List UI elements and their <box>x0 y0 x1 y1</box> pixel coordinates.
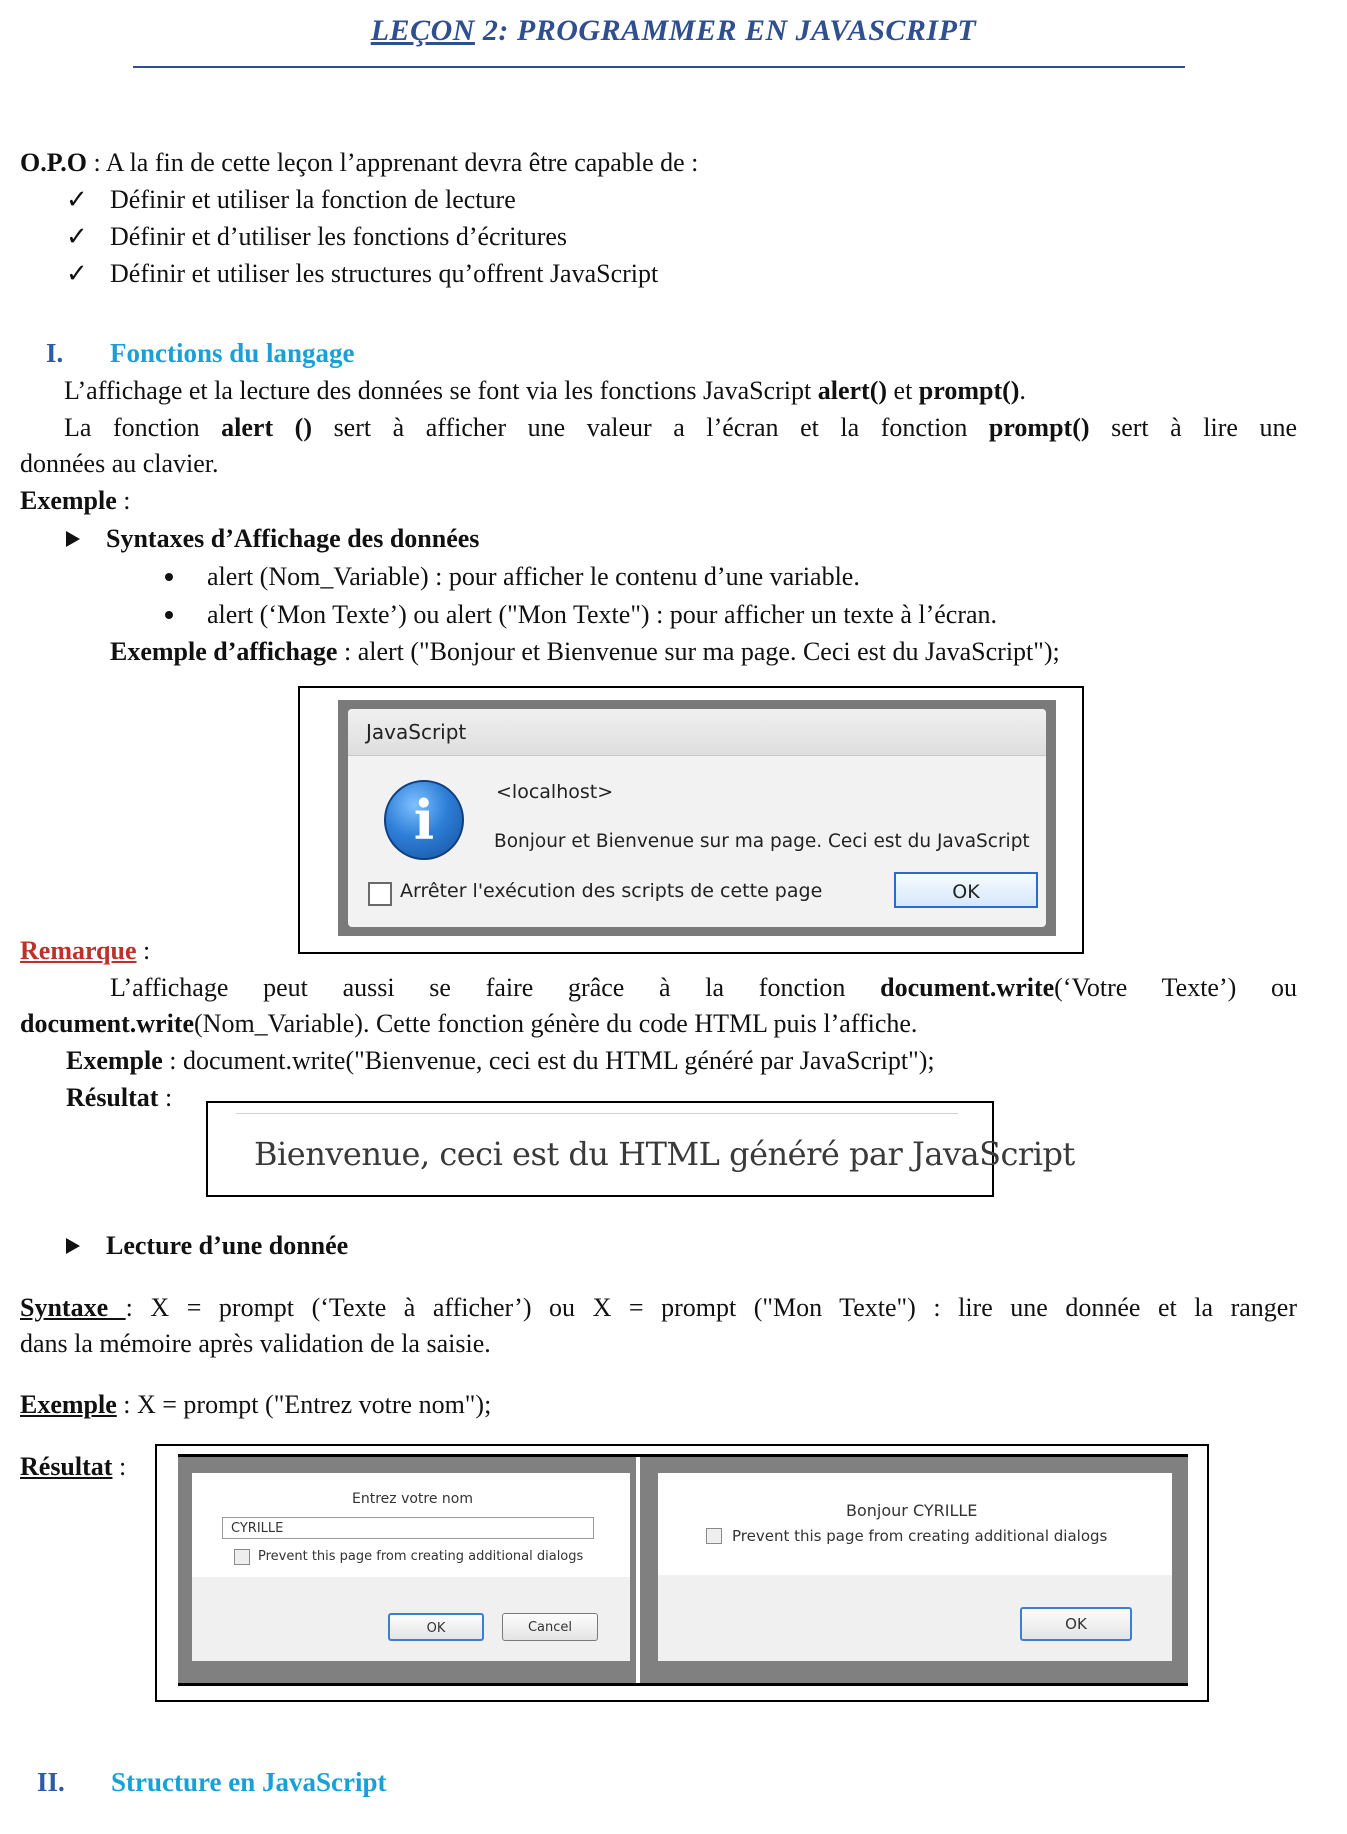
info-icon: i <box>384 780 464 860</box>
label: Exemple <box>66 1046 163 1075</box>
list-item <box>165 562 860 592</box>
prevent-dialogs-label[interactable]: Prevent this page from creating additional dialogs <box>258 1549 584 1564</box>
stop-scripts-checkbox[interactable] <box>368 882 392 906</box>
prompt-dialogs-figure <box>155 1444 1209 1702</box>
opo-intro-text: : A la fin de cette leçon l’apprenant devra être capable de : <box>86 148 699 177</box>
dialog-host: <localhost> <box>496 781 614 803</box>
prevent-dialogs-checkbox[interactable] <box>706 1528 722 1544</box>
prompt-message: Entrez votre nom <box>352 1491 473 1507</box>
code-alert: alert () <box>221 413 313 442</box>
code: document.write <box>20 1009 195 1038</box>
ok-button[interactable]: OK <box>1020 1607 1132 1641</box>
alert-dialog-figure <box>298 686 1084 954</box>
list-item-text: alert (‘Mon Texte’) ou alert ("Mon Texte") : pour afficher un texte à l’écran. <box>207 600 998 629</box>
dialog-titlebar <box>348 709 1046 756</box>
exemple-label <box>20 486 131 516</box>
exemple-affichage <box>110 637 1060 667</box>
section1-paragraph-2 <box>64 413 1297 443</box>
section-number: II. <box>37 1767 65 1797</box>
opo-item-text: Définir et utiliser la fonction de lecture <box>110 185 516 214</box>
section-title: Structure en JavaScript <box>111 1767 387 1797</box>
text: : alert ("Bonjour et Bienvenue sur ma page. Ceci est du JavaScript"); <box>337 637 1060 666</box>
syntax-heading <box>66 524 479 554</box>
ok-button[interactable]: OK <box>894 872 1038 908</box>
text: : <box>116 486 131 515</box>
remarque-label <box>20 936 150 966</box>
remarque-resultat <box>66 1083 172 1113</box>
bullet-icon <box>165 611 173 619</box>
alert-result-dialog <box>658 1473 1172 1661</box>
alert-dialog <box>348 709 1046 927</box>
arrow-bullet-icon <box>66 531 80 547</box>
opo-label: O.P.O <box>20 148 87 177</box>
divider <box>236 1113 958 1114</box>
text: : document.write("Bienvenue, ceci est du HTML généré par JavaScript"); <box>162 1046 935 1075</box>
syntaxe-line-1 <box>20 1293 1297 1323</box>
opo-item-text: Définir et utiliser les structures qu’offrent JavaScript <box>110 259 659 288</box>
opo-item-text: Définir et d’utiliser les fonctions d’écritures <box>110 222 568 251</box>
text: L’affichage et la lecture des données se font via les fonctions JavaScript <box>64 376 818 405</box>
remarque-line-2 <box>20 1009 917 1039</box>
lecture-heading <box>66 1231 348 1261</box>
label: Exemple <box>20 486 117 515</box>
bullet-icon <box>165 573 173 581</box>
checkmark-icon: ✓ <box>66 185 88 214</box>
syntaxe-line-2: dans la mémoire après validation de la saisie. <box>20 1329 491 1358</box>
section-heading-1 <box>46 338 355 369</box>
lecture-resultat <box>20 1452 126 1482</box>
text: : <box>136 936 151 965</box>
label: Résultat <box>66 1083 159 1112</box>
html-result-figure <box>206 1101 1075 1197</box>
section-number: I. <box>46 338 64 368</box>
section1-paragraph-1 <box>64 376 1026 406</box>
text: : <box>112 1452 127 1481</box>
lecture-exemple <box>20 1390 491 1420</box>
code-alert: alert() <box>817 376 888 405</box>
heading-text: Lecture d’une donnée <box>106 1231 349 1260</box>
remarque-exemple <box>66 1046 935 1076</box>
arrow-bullet-icon <box>66 1238 80 1254</box>
opo-item <box>66 259 658 289</box>
label: Syntaxe <box>20 1293 126 1322</box>
text: sert à lire une <box>1089 413 1298 442</box>
text: La fonction <box>64 413 222 442</box>
text: (Nom_Variable). Cette fonction génère du code HTML puis l’affiche. <box>194 1009 918 1038</box>
code-prompt: prompt() <box>918 376 1020 405</box>
label: Exemple <box>20 1390 117 1419</box>
label: Remarque <box>20 936 137 965</box>
html-result-text: Bienvenue, ceci est du HTML généré par JavaScript <box>254 1135 1075 1173</box>
alert-dialog-shadow <box>338 700 1056 936</box>
label: Exemple d’affichage <box>110 637 338 666</box>
title-divider <box>133 66 1185 68</box>
stop-scripts-label[interactable]: Arrêter l'exécution des scripts de cette page <box>400 880 823 902</box>
prevent-dialogs-checkbox[interactable] <box>234 1549 250 1565</box>
title-underlined: LEÇON <box>370 14 475 47</box>
prevent-dialogs-label[interactable]: Prevent this page from creating additional dialogs <box>732 1527 1108 1545</box>
name-input[interactable]: CYRILLE <box>222 1517 594 1539</box>
opo-intro <box>20 148 698 178</box>
text: L’affichage peut aussi se faire grâce à la fonction <box>110 973 881 1002</box>
page-title <box>0 14 1347 48</box>
label: Résultat <box>20 1452 113 1481</box>
divider <box>636 1457 640 1683</box>
prompt-dialogs-backdrop <box>178 1454 1188 1686</box>
text: sert à afficher une valeur a l’écran et la fonction <box>312 413 989 442</box>
text: . <box>1019 376 1026 405</box>
section-heading-2 <box>37 1767 386 1798</box>
text: : <box>158 1083 173 1112</box>
checkmark-icon: ✓ <box>66 222 88 251</box>
text: et <box>887 376 919 405</box>
code-prompt: prompt() <box>988 413 1090 442</box>
title-rest: 2: PROGRAMMER EN JAVASCRIPT <box>474 14 977 47</box>
cancel-button[interactable]: Cancel <box>502 1613 598 1641</box>
section1-paragraph-2-cont: données au clavier. <box>20 449 219 478</box>
ok-button[interactable]: OK <box>388 1613 484 1641</box>
text: : X = prompt ("Entrez votre nom"); <box>116 1390 492 1419</box>
checkmark-icon: ✓ <box>66 259 88 288</box>
text: (‘Votre Texte’) ou <box>1054 973 1297 1002</box>
list-item-text: alert (Nom_Variable) : pour afficher le contenu d’une variable. <box>207 562 860 591</box>
opo-item <box>66 222 567 252</box>
dialog-title: JavaScript <box>366 720 467 744</box>
code: document.write <box>880 973 1055 1002</box>
dialog-message: Bonjour et Bienvenue sur ma page. Ceci est du JavaScript <box>494 831 1030 852</box>
opo-item <box>66 185 516 215</box>
remarque-line-1 <box>110 973 1297 1003</box>
alert-result-message: Bonjour CYRILLE <box>846 1501 978 1520</box>
text: : X = prompt (‘Texte à afficher’) ou X = prompt ("Mon Texte") : lire une donnée et la ranger <box>125 1293 1297 1322</box>
heading-text: Syntaxes d’Affichage des données <box>106 524 480 553</box>
prompt-dialog <box>192 1473 630 1661</box>
section-title: Fonctions du langage <box>110 338 355 368</box>
list-item <box>165 600 997 630</box>
